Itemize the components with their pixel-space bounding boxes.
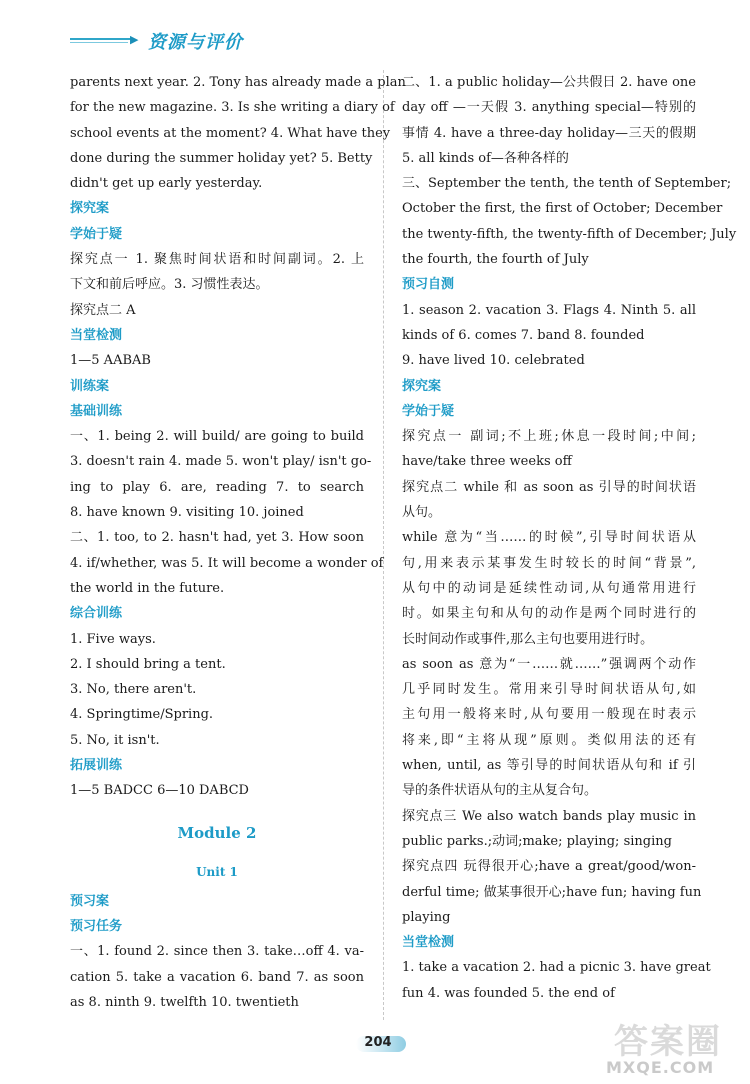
section-heading-dangtang: 当堂检测 <box>402 935 455 951</box>
text-line: didn't get up early yesterday. <box>70 176 263 192</box>
intro-answers <box>70 70 406 196</box>
text-line: 一、1. found 2. since then 3. take…off 4. va- <box>70 944 364 960</box>
text-line: 1. season 2. vacation 3. Flags 4. Ninth 5. all <box>402 302 696 318</box>
section-heading-jichu: 基础训练 <box>70 403 123 419</box>
unit-title: Unit 1 <box>196 864 238 879</box>
text-line: for the new magazine. 3. Is she writing a diary of <box>70 100 395 116</box>
text-line: 从句中的动词是延续性动词,从句通常用进行 <box>402 580 696 596</box>
text-line: 探究点四 玩得很开心;have a great/good/won- <box>402 859 696 875</box>
text-line: 从句。 <box>402 505 442 521</box>
text-line: the world in the future. <box>70 580 225 596</box>
text-line: day off —一天假 3. anything special—特别的 <box>402 100 696 116</box>
text-line: cation 5. take a vacation 6. band 7. as soon <box>70 969 364 985</box>
text-line: fun 4. was founded 5. the end of <box>402 985 615 1001</box>
header-rule-thin <box>70 42 128 43</box>
text-line: when, until, as 等引导的时间状语从句和 if 引 <box>402 758 696 774</box>
text-line: 探究点二 while 和 as soon as 引导的时间状语 <box>402 479 696 495</box>
text-line: the fourth, the fourth of July <box>402 252 589 268</box>
section-heading-tanjiu: 探究案 <box>402 378 442 394</box>
text-line: 下文和前后呼应。3. 习惯性表达。 <box>70 277 269 293</box>
text-line: ing to play 6. are, reading 7. to search <box>70 479 364 495</box>
header-rule <box>70 38 132 40</box>
header-arrow-icon: ▶ <box>130 33 139 46</box>
text-line: playing <box>402 909 451 925</box>
section-heading-tuozhan: 拓展训练 <box>70 758 123 774</box>
text-line: 3. No, there aren't. <box>70 682 197 698</box>
section-heading-zonghe: 综合训练 <box>70 606 123 622</box>
page-number <box>342 1034 414 1054</box>
section-heading-xueshi: 学始于疑 <box>402 403 455 419</box>
text-line: 将来,即“主将从现”原则。类似用法的还有 <box>402 732 696 748</box>
text-line: school events at the moment? 4. What have they <box>70 125 391 141</box>
text-line: 二、1. a public holiday—公共假日 2. have one <box>402 75 696 90</box>
text-line: 句,用来表示某事发生时较长的时间“背景”, <box>402 555 696 571</box>
section-heading-dangtang: 当堂检测 <box>70 327 123 343</box>
text-line: 一、1. being 2. will build/ are going to build <box>70 429 364 445</box>
section-heading-yuxi: 预习案 <box>70 893 110 909</box>
section-heading-xunlian: 训练案 <box>70 378 110 394</box>
text-line: 导的条件状语从句的主从复合句。 <box>402 783 598 799</box>
left-column <box>70 70 406 1015</box>
text-line: 3. doesn't rain 4. made 5. won't play/ isn't go- <box>70 454 372 470</box>
text-line: 4. if/whether, was 5. It will become a wonder of <box>70 555 384 571</box>
text-line: 8. have known 9. visiting 10. joined <box>70 505 304 521</box>
text-line: 三、September the tenth, the tenth of September; <box>402 176 732 192</box>
text-line: 2. I should bring a tent. <box>70 656 226 672</box>
column-divider <box>383 70 384 1020</box>
watermark-url: MXQE.COM <box>606 1058 715 1077</box>
text-line: 5. all kinds of—各种各样的 <box>402 150 569 166</box>
section-heading-yuxizice: 预习自测 <box>402 277 455 293</box>
text-line: kinds of 6. comes 7. band 8. founded <box>402 327 645 343</box>
text-line: as 8. ninth 9. twelfth 10. twentieth <box>70 994 299 1010</box>
text-line: while 意为“当……的时候”,引导时间状语从 <box>402 530 696 546</box>
text-line: 几乎同时发生。常用来引导时间状语从句,如 <box>402 682 696 698</box>
watermark <box>600 1014 746 1078</box>
text-line: 探究点三 We also watch bands play music in <box>402 808 696 824</box>
text-line: 1—5 AABAB <box>70 353 151 369</box>
text-line: done during the summer holiday yet? 5. Betty <box>70 150 373 166</box>
page-number-text: 204 <box>364 1035 392 1050</box>
text-line: 1. Five ways. <box>70 631 156 647</box>
section-heading-yuxirenwu: 预习任务 <box>70 918 123 934</box>
text-line: 1—5 BADCC 6—10 DABCD <box>70 783 249 799</box>
text-line: 主句用一般将来时,从句要用一般现在时表示 <box>402 707 696 723</box>
text-line: 探究点一 1. 聚焦时间状语和时间副词。2. 上 <box>70 252 364 268</box>
text-line: derful time; 做某事很开心;have fun; having fun <box>402 884 702 900</box>
text-line: have/take three weeks off <box>402 454 572 470</box>
text-line: parents next year. 2. Tony has already made a plan <box>70 75 406 90</box>
text-line: 二、1. too, to 2. hasn't had, yet 3. How soon <box>70 530 364 546</box>
section-heading-xueshi: 学始于疑 <box>70 226 123 242</box>
text-line: 5. No, it isn't. <box>70 732 160 748</box>
text-line: 探究点一 副词;不上班;休息一段时间;中间; <box>402 429 696 445</box>
text-line: 探究点二 A <box>70 302 136 318</box>
text-line: 长时间动作或事件,那么主句也要用进行时。 <box>402 631 654 647</box>
text-line: 9. have lived 10. celebrated <box>402 353 585 369</box>
right-column <box>402 70 737 1006</box>
text-line: as soon as 意为“一……就……”强调两个动作 <box>402 656 696 672</box>
text-line: 4. Springtime/Spring. <box>70 707 214 723</box>
module-title: Module 2 <box>177 823 257 842</box>
header-title: 资源与评价 <box>148 32 243 53</box>
section-heading-tanjiu: 探究案 <box>70 201 110 217</box>
text-line: public parks.;动词;make; playing; singing <box>402 833 672 849</box>
text-line: 时。如果主句和从句的动作是两个同时进行的 <box>402 606 696 622</box>
text-line: October the first, the first of October; December <box>402 201 723 217</box>
text-line: the twenty-fifth, the twenty-fifth of December; July <box>402 226 737 242</box>
page-header <box>64 26 364 56</box>
text-line: 事情 4. have a three-day holiday—三天的假期 <box>402 125 696 141</box>
watermark-logo-text: 答案圈 <box>614 1022 722 1062</box>
text-line: 1. take a vacation 2. had a picnic 3. have great <box>402 960 711 976</box>
